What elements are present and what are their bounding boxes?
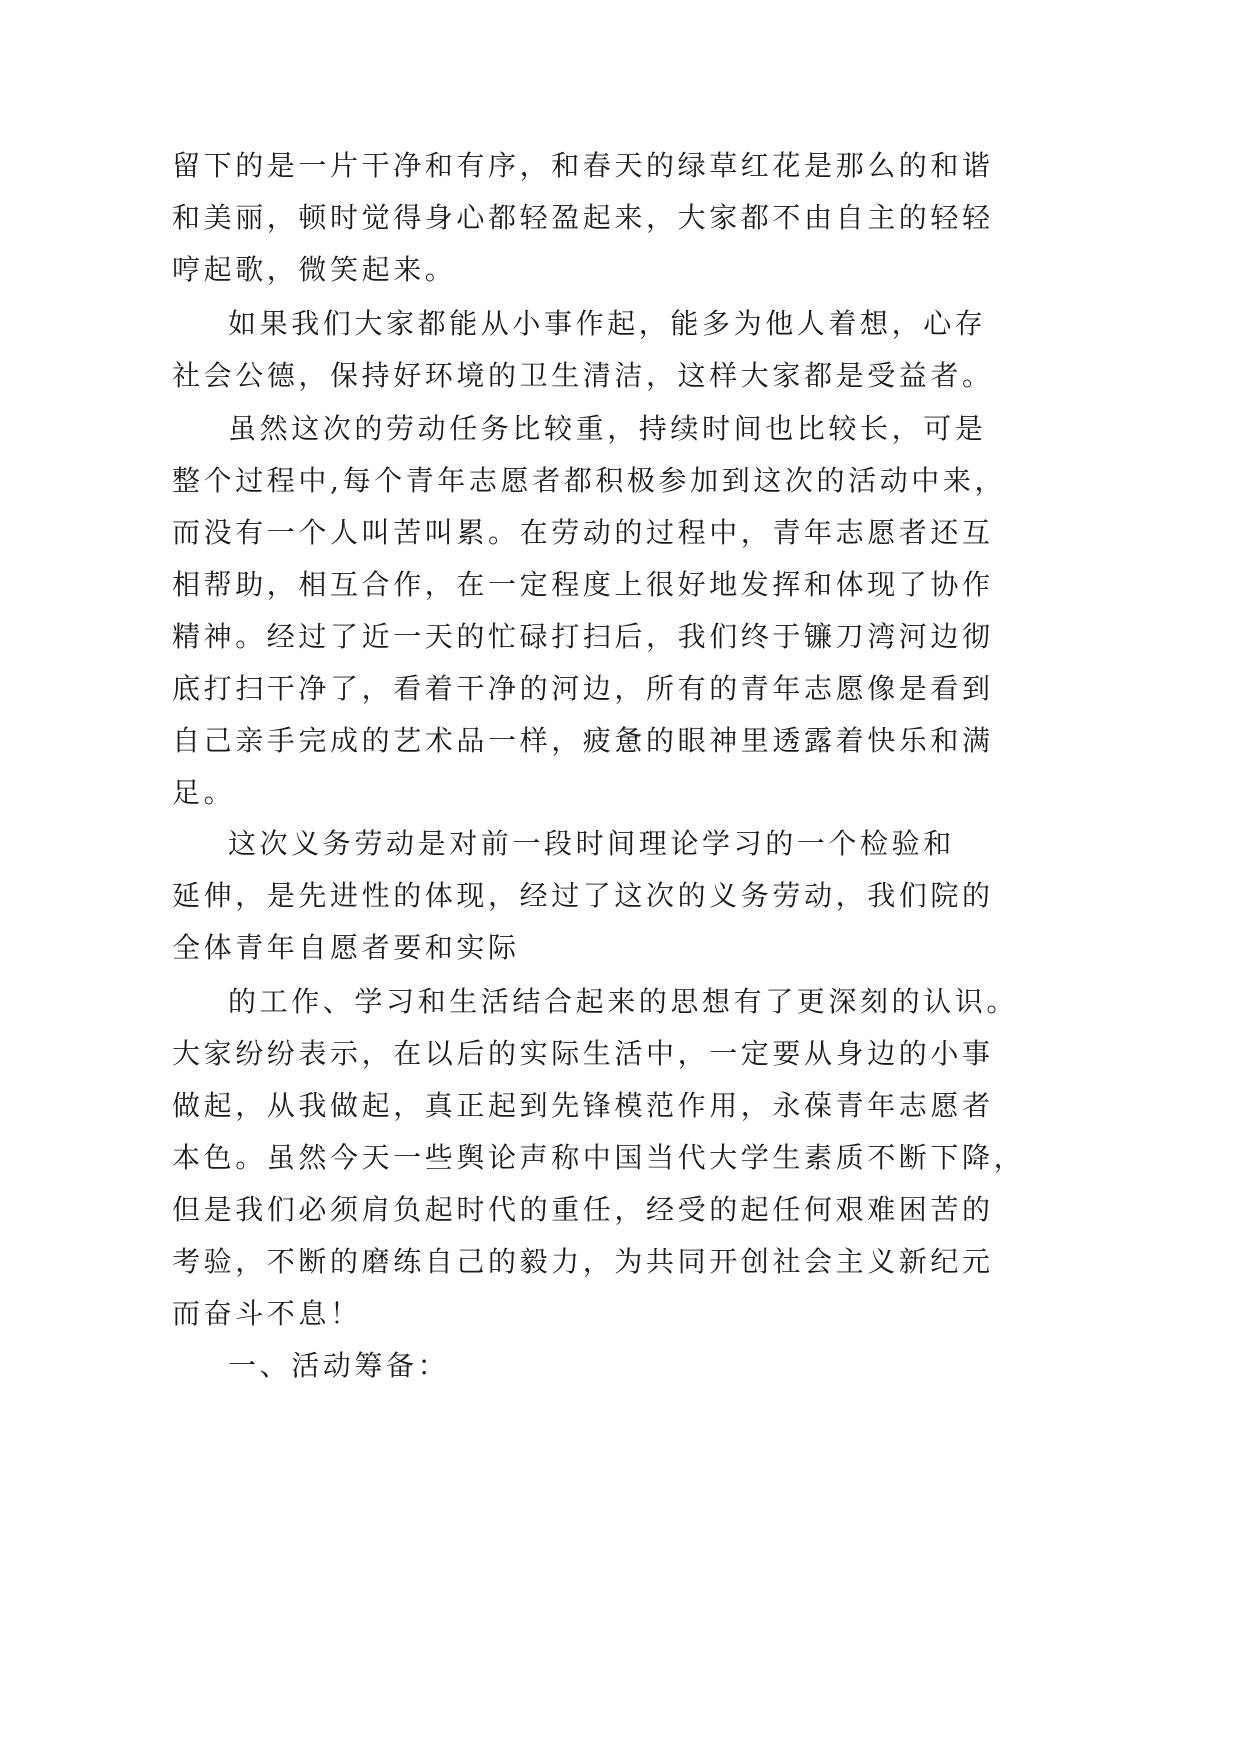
text-line: 相帮助，相互合作，在一定程度上很好地发挥和体现了协作 [172, 568, 994, 601]
text-line: 和美丽，顿时觉得身心都轻盈起来，大家都不由自主的轻轻 [172, 201, 994, 234]
text-line: 如果我们大家都能从小事作起，能多为他人着想，心存 [228, 307, 987, 340]
text-line: 而没有一个人叫苦叫累。在劳动的过程中，青年志愿者还互 [172, 516, 994, 549]
text-line: 考验，不断的磨练自己的毅力，为共同开创社会主义新纪元 [172, 1245, 994, 1278]
text-line: 这次义务劳动是对前一段时间理论学习的一个检验和 [228, 827, 955, 860]
text-line: 全体青年自愿者要和实际 [172, 931, 520, 964]
text-line: 的工作、学习和生活结合起来的思想有了更深刻的认识。 [228, 985, 1019, 1018]
text-line: 而奋斗不息！ [172, 1297, 362, 1330]
text-line: 精神。经过了近一天的忙碌打扫后，我们终于镰刀湾河边彻 [172, 620, 994, 653]
text-line: 本色。虽然今天一些舆论声称中国当代大学生素质不断下降， [172, 1141, 1026, 1174]
paragraph-labor-significance [172, 818, 994, 974]
paragraph-volunteer-effort [172, 403, 1007, 819]
text-line: 底打扫干净了，看着干净的河边，所有的青年志愿像是看到 [172, 672, 994, 705]
text-line: 延伸，是先进性的体现，经过了这次的义务劳动，我们院的 [172, 879, 994, 912]
paragraph-cleanup-result [172, 140, 994, 296]
paragraph-social-ethics [172, 298, 994, 402]
section-heading-preparation [172, 1340, 942, 1392]
text-line: 虽然这次的劳动任务比较重，持续时间也比较长，可是 [228, 412, 987, 445]
paragraph-commitment [172, 976, 1026, 1340]
text-line: 整个过程中,每个青年志愿者都积极参加到这次的活动中来， [172, 464, 1007, 497]
text-line: 社会公德，保持好环境的卫生清洁，这样大家都是受益者。 [172, 359, 994, 392]
text-line: 足。 [172, 776, 236, 809]
text-line: 自己亲手完成的艺术品一样，疲惫的眼神里透露着快乐和满 [172, 724, 994, 757]
text-line: 但是我们必须肩负起时代的重任，经受的起任何艰难困苦的 [172, 1193, 994, 1226]
text-line: 做起，从我做起，真正起到先锋模范作用，永葆青年志愿者 [172, 1089, 994, 1122]
text-line: 留下的是一片干净和有序，和春天的绿草红花是那么的和谐 [172, 149, 994, 182]
section-heading: 一、活动筹备： [228, 1349, 450, 1382]
text-line: 大家纷纷表示，在以后的实际生活中，一定要从身边的小事 [172, 1037, 994, 1070]
text-line: 哼起歌，微笑起来。 [172, 253, 457, 286]
